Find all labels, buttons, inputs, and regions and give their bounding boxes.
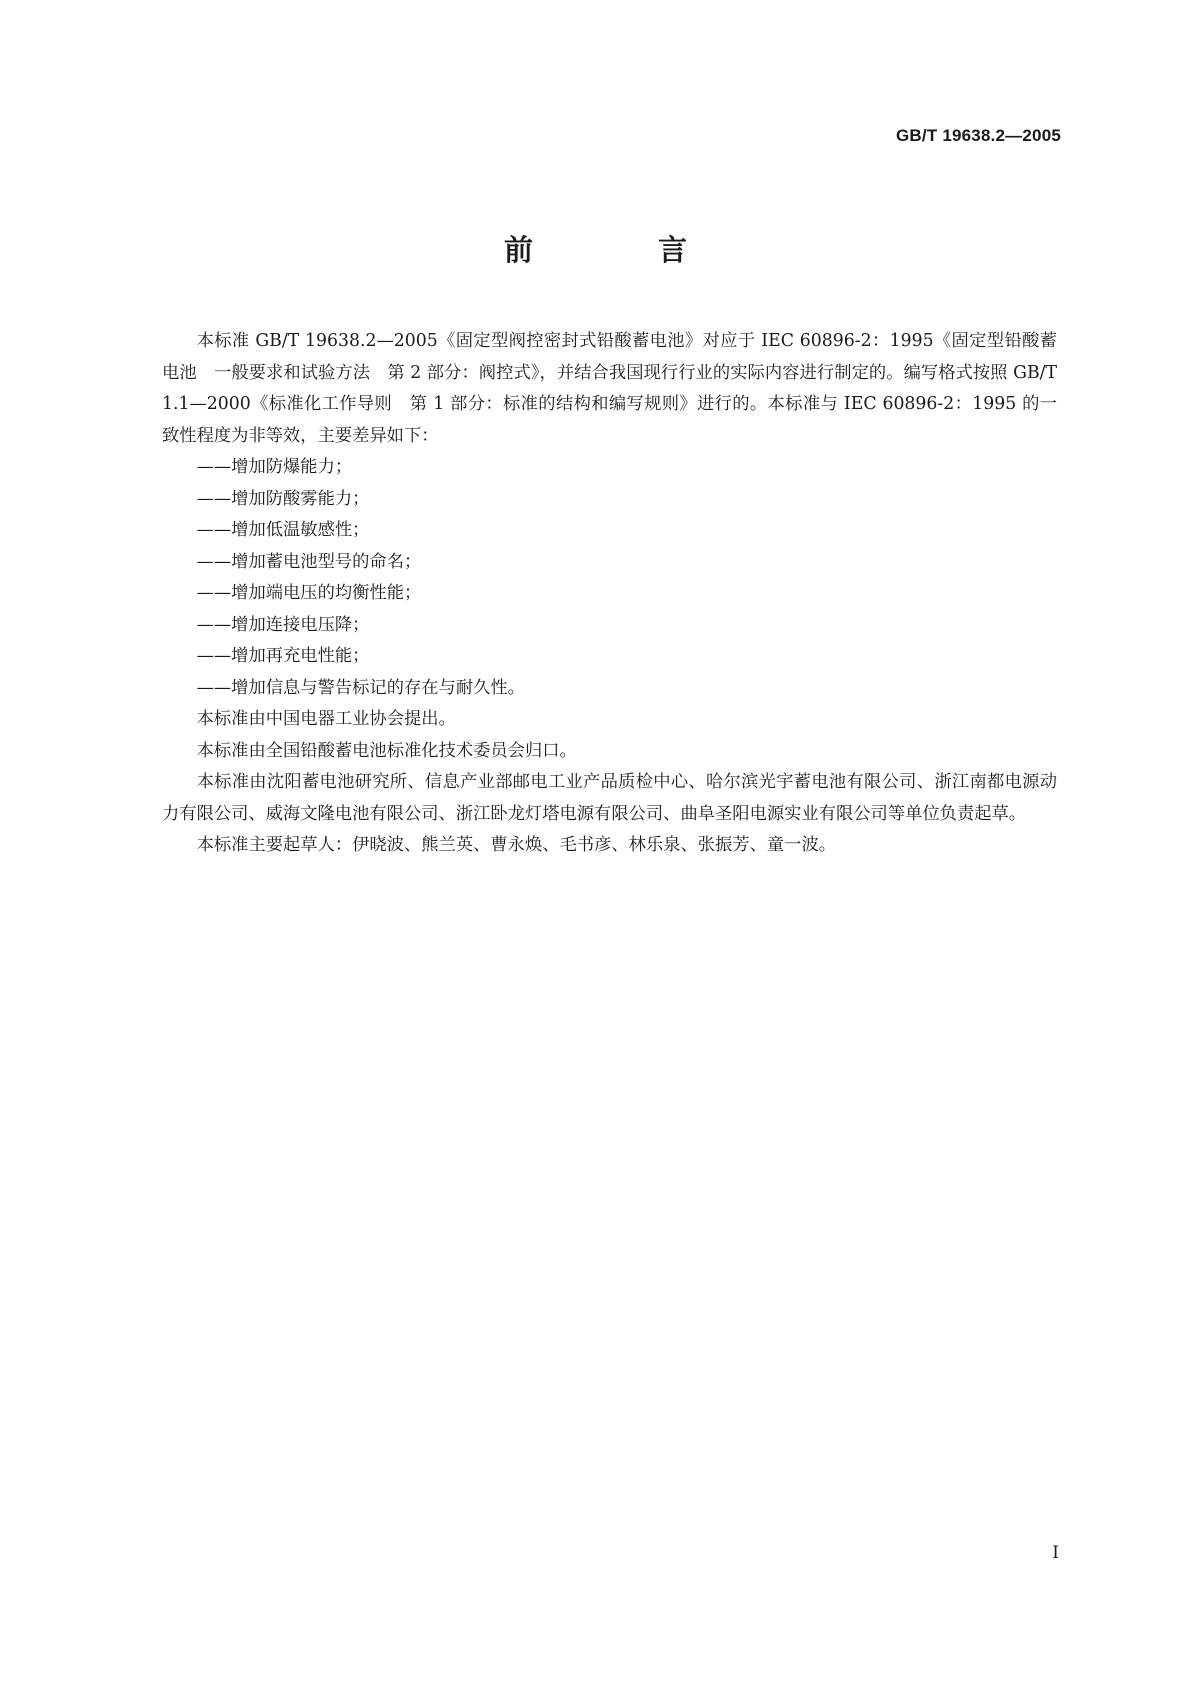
list-item: ——增加连接电压降；: [196, 614, 370, 635]
standard-code: GB/T 19638.2—2005: [896, 126, 1061, 145]
list-item: ——增加再充电性能；: [196, 646, 370, 666]
foreword-body: [162, 326, 1057, 862]
intro-paragraph: 本标准 GB/T 19638.2—2005《固定型阀控密封式铅酸蓄电池》对应于 IEC 60896-2：1995《固定型铅酸蓄电池 一般要求和试验方法 第 2 部分：阀控式》，并结合我国现行行业的实际内容进行制定的。编写格式按照 GB/T 1.1—2000《标准化工作导则 第 1 部分：标准的结构和编写规则》进行的。本标准与 IEC 60896-2：1995 的一致性程度为非等效，主要差异如下：: [162, 331, 1057, 446]
proposed-by-paragraph: 本标准由中国电器工业协会提出。: [196, 709, 456, 729]
drafters-paragraph: 本标准主要起草人：伊晓波、熊兰英、曹永焕、毛书彦、林乐泉、张振芳、童一波。: [196, 835, 837, 855]
drafting-units-paragraph: 本标准由沈阳蓄电池研究所、信息产业部邮电工业产品质检中心、哈尔滨光宇蓄电池有限公司、浙江南都电源动力有限公司、威海文隆电池有限公司、浙江卧龙灯塔电源有限公司、曲阜圣阳电源实业有限公司等单位负责起草。: [162, 772, 1057, 824]
list-item: ——增加低温敏感性；: [196, 520, 370, 540]
centralized-by-paragraph: 本标准由全国铅酸蓄电池标准化技术委员会归口。: [196, 740, 577, 761]
list-item: ——增加防酸雾能力；: [196, 488, 370, 509]
list-item: ——增加蓄电池型号的命名；: [196, 551, 422, 572]
page-title: 前 言: [503, 233, 735, 267]
list-item: ——增加防爆能力；: [196, 457, 353, 477]
page-number: I: [1052, 1543, 1059, 1563]
differences-list: [162, 452, 1057, 704]
list-item: ——增加端电压的均衡性能；: [196, 583, 422, 603]
list-item: ——增加信息与警告标记的存在与耐久性。: [196, 677, 525, 698]
